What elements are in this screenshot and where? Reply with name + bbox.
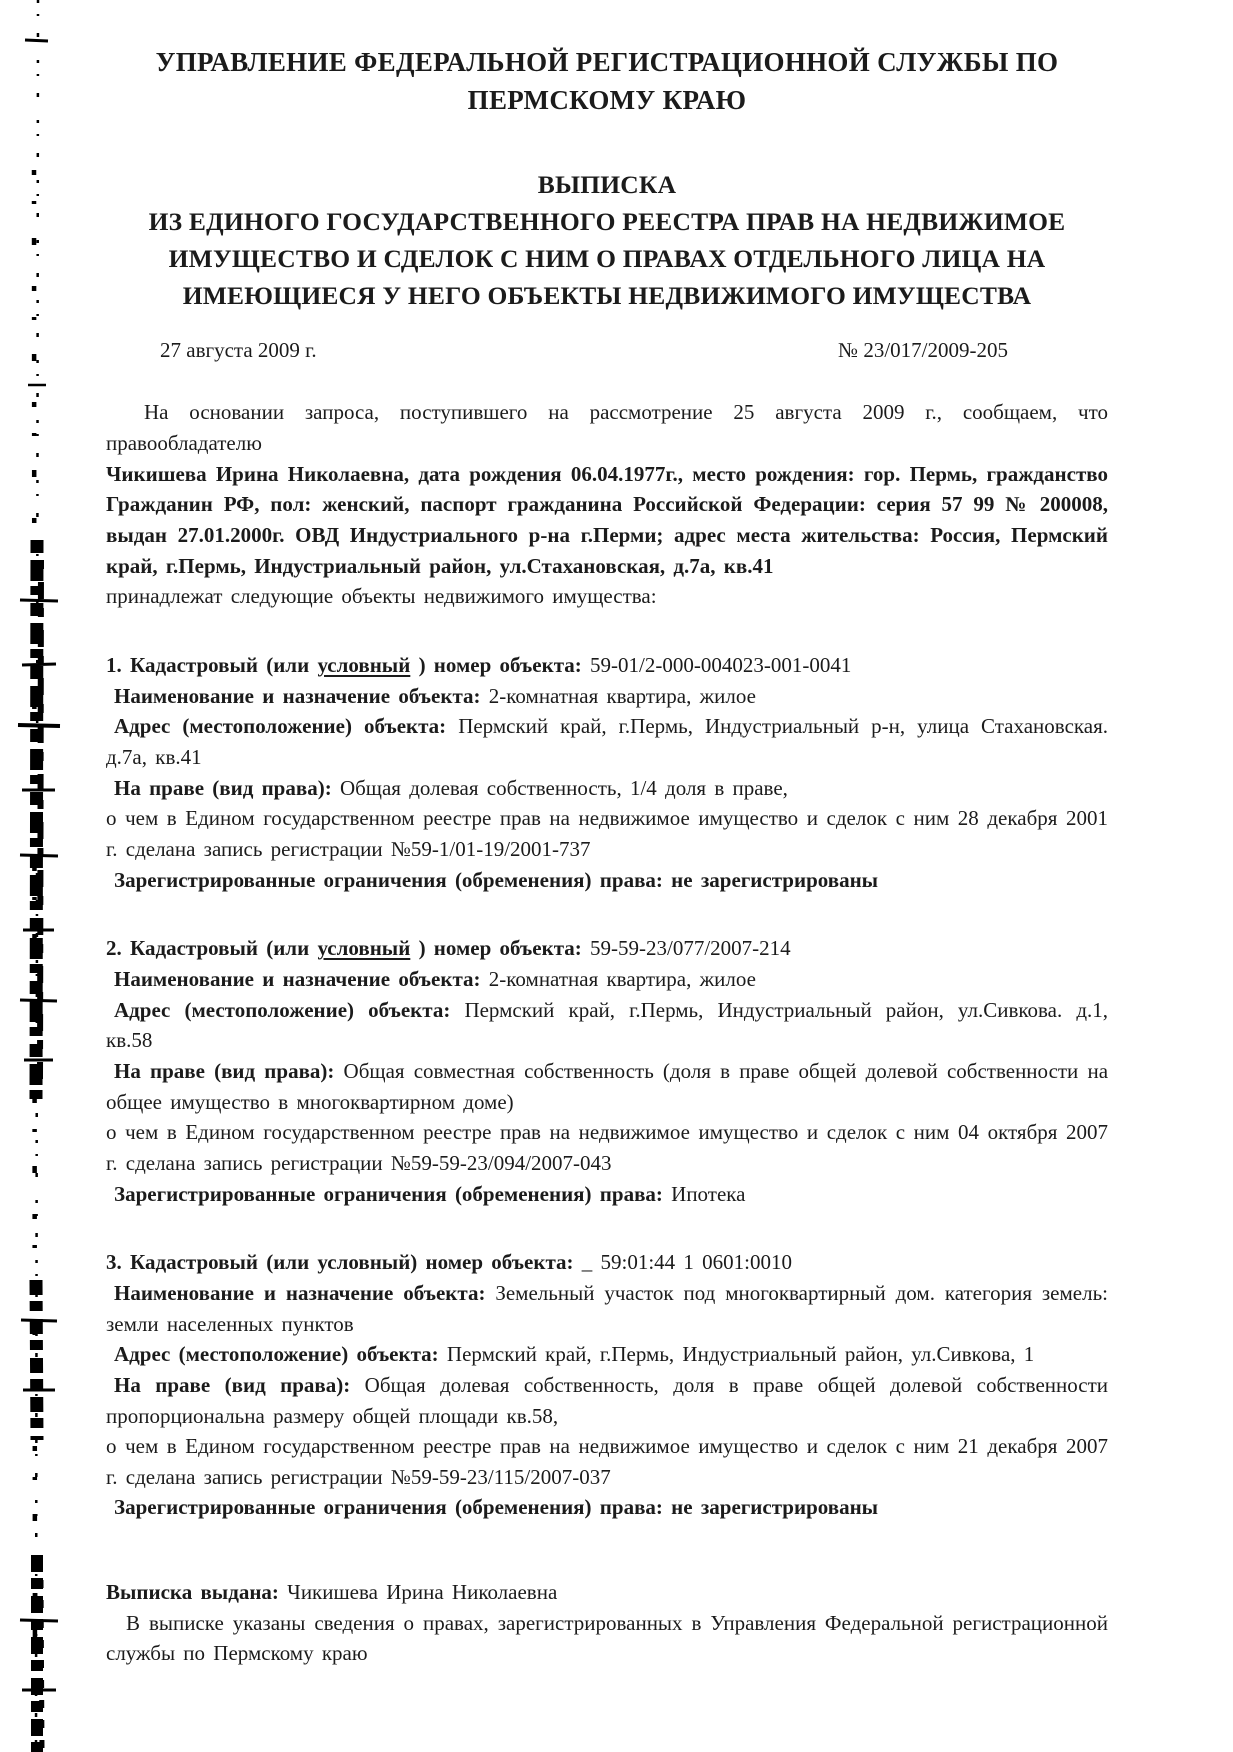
restrictions-label: Зарегистрированные ограничения (обременения) права: bbox=[114, 1181, 663, 1206]
document-title: ВЫПИСКА bbox=[537, 169, 677, 199]
restrictions-value: не зарегистрированы bbox=[662, 867, 879, 892]
right-label: На праве (вид права): bbox=[114, 1058, 335, 1083]
registration-record-line: о чем в Едином государственном реестре прав на недвижимое имущество и сделок с ним 21 декабря 2007 г. сделана запись регистрации №59-59-23/115/2007-037 bbox=[106, 1434, 1108, 1489]
name-label: Наименование и назначение объекта: bbox=[114, 1280, 486, 1305]
request-paragraph: На основании запроса, поступившего на рассмотрение 25 августа 2009 г., сообщаем, что правообладателю bbox=[106, 400, 1108, 456]
document-subtitle: ИЗ ЕДИНОГО ГОСУДАРСТВЕННОГО РЕЕСТРА ПРАВ НА НЕДВИЖИМОЕ ИМУЩЕСТВО И СДЕЛОК С НИМ О ПРАВАХ ОТДЕЛЬНОГО ЛИЦА НА ИМЕЮЩИЕСЯ У НЕГО ОБЪЕКТЫ НЕДВИЖИМОГО ИМУЩЕСТВА bbox=[148, 206, 1066, 311]
right-label: На праве (вид права): bbox=[114, 775, 332, 800]
organization-header: УПРАВЛЕНИЕ ФЕДЕРАЛЬНОЙ РЕГИСТРАЦИОННОЙ СЛУЖБЫ ПО ПЕРМСКОМУ КРАЮ bbox=[155, 47, 1059, 115]
right-value: Общая долевая собственность, доля в праве общей долевой собственности пропорциональна размеру общей площади кв.58, bbox=[106, 1372, 1109, 1428]
right-value: Общая долевая собственность, 1/4 доля в праве, bbox=[331, 775, 788, 800]
right-line bbox=[106, 1056, 1108, 1117]
address-label: Адрес (местоположение) объекта: bbox=[114, 1342, 439, 1367]
belongs-line: принадлежат следующие объекты недвижимого имущества: bbox=[106, 584, 657, 609]
date-number-row bbox=[106, 338, 1108, 363]
name-value: 2-комнатная квартира, жилое bbox=[480, 683, 756, 708]
issued-value: Чикишева Ирина Николаевна bbox=[278, 1580, 558, 1605]
registration-record-line: о чем в Едином государственном реестре прав на недвижимое имущество и сделок с ним 04 октября 2007 г. сделана запись регистрации №59-59-23/094/2007-043 bbox=[106, 1120, 1108, 1175]
cadastral-line bbox=[106, 933, 1108, 964]
cadastral-label-suffix: ) номер объекта: bbox=[410, 936, 582, 961]
address-line bbox=[106, 1339, 1108, 1370]
address-line bbox=[106, 711, 1108, 772]
restrictions-line bbox=[106, 1179, 1108, 1210]
restrictions-line bbox=[106, 1492, 1108, 1523]
right-line bbox=[106, 773, 1108, 804]
document-number: № 23/017/2009-205 bbox=[838, 338, 1008, 363]
cadastral-number: 59-59-23/077/2007-214 bbox=[581, 936, 791, 961]
cadastral-number: 59-01/2-000-004023-001-0041 bbox=[581, 653, 852, 678]
name-label: Наименование и назначение объекта: bbox=[114, 683, 481, 708]
right-label: На праве (вид права): bbox=[114, 1372, 351, 1397]
cadastral-line bbox=[106, 1247, 1108, 1278]
name-line bbox=[106, 964, 1108, 995]
document-content bbox=[106, 44, 1108, 1669]
cadastral-label: 2. Кадастровый (или bbox=[106, 936, 318, 961]
document-date: 27 августа 2009 г. bbox=[160, 338, 317, 363]
intro-block bbox=[106, 397, 1108, 612]
cadastral-label-underlined: условный bbox=[317, 653, 411, 678]
right-value: Общая совместная собственность (доля в праве общей долевой собственности на общее имущество в многоквартирном доме) bbox=[106, 1058, 1109, 1114]
address-value: Пермский край, г.Пермь, Индустриальный район, ул.Сивкова, 1 bbox=[438, 1342, 1035, 1367]
address-value: Пермский край, г.Пермь, Индустриальный р-н, улица Стахановская. д.7а, кв.41 bbox=[106, 714, 1109, 770]
rightholder-paragraph: Чикишева Ирина Николаевна, дата рождения 06.04.1977г., место рождения: гор. Пермь, гражданство Гражданин РФ, пол: женский, паспорт гражданина Российской Федерации: серия 57 99 № 200008, выдан 27.01.2000г. ОВД Индустриального р-на г.Перми; адрес места жительства: Россия, Пермский край, г.Пермь, Индустриальный район, ул.Стахановская, д.7а, кв.41 bbox=[106, 461, 1108, 578]
issued-label: Выписка выдана: bbox=[106, 1580, 279, 1605]
address-value: Пермский край, г.Пермь, Индустриальный район, ул.Сивкова. д.1, кв.58 bbox=[106, 997, 1109, 1053]
issued-line bbox=[106, 1577, 1108, 1608]
cadastral-label-suffix: ) номер объекта: bbox=[410, 653, 582, 678]
restrictions-label: Зарегистрированные ограничения (обременения) права: bbox=[114, 1495, 663, 1520]
restrictions-value: Ипотека bbox=[662, 1181, 746, 1206]
cadastral-line bbox=[106, 650, 1108, 681]
name-line bbox=[106, 1278, 1108, 1339]
footer-note: В выписке указаны сведения о правах, зарегистрированных в Управления Федеральной регистрационной службы по Пермскому краю bbox=[106, 1610, 1108, 1666]
name-value: Земельный участок под многоквартирный дом. категория земель: земли населенных пунктов bbox=[106, 1280, 1108, 1336]
property-object-3 bbox=[106, 1247, 1108, 1523]
registration-record-line: о чем в Едином государственном реестре прав на недвижимое имущество и сделок с ним 28 декабря 2001 г. сделана запись регистрации №59-1/01-19/2001-737 bbox=[106, 806, 1108, 861]
right-line bbox=[106, 1370, 1108, 1431]
footer-block bbox=[106, 1577, 1108, 1669]
address-label: Адрес (местоположение) объекта: bbox=[114, 714, 447, 739]
name-value: 2-комнатная квартира, жилое bbox=[480, 966, 756, 991]
cadastral-label: 1. Кадастровый (или bbox=[106, 653, 318, 678]
cadastral-number: _ 59:01:44 1 0601:0010 bbox=[573, 1250, 793, 1275]
cadastral-label: 3. Кадастровый (или условный) номер объекта: bbox=[106, 1250, 574, 1275]
property-object-2 bbox=[106, 933, 1108, 1209]
restrictions-label: Зарегистрированные ограничения (обременения) права: bbox=[114, 867, 663, 892]
scan-binding-noise-strip bbox=[0, 0, 72, 1752]
cadastral-label-underlined: условный bbox=[317, 936, 411, 961]
name-label: Наименование и назначение объекта: bbox=[114, 966, 481, 991]
address-label: Адрес (местоположение) объекта: bbox=[114, 997, 451, 1022]
property-object-1 bbox=[106, 650, 1108, 895]
restrictions-value: не зарегистрированы bbox=[662, 1495, 879, 1520]
address-line bbox=[106, 995, 1108, 1056]
name-line bbox=[106, 681, 1108, 712]
restrictions-line bbox=[106, 865, 1108, 896]
